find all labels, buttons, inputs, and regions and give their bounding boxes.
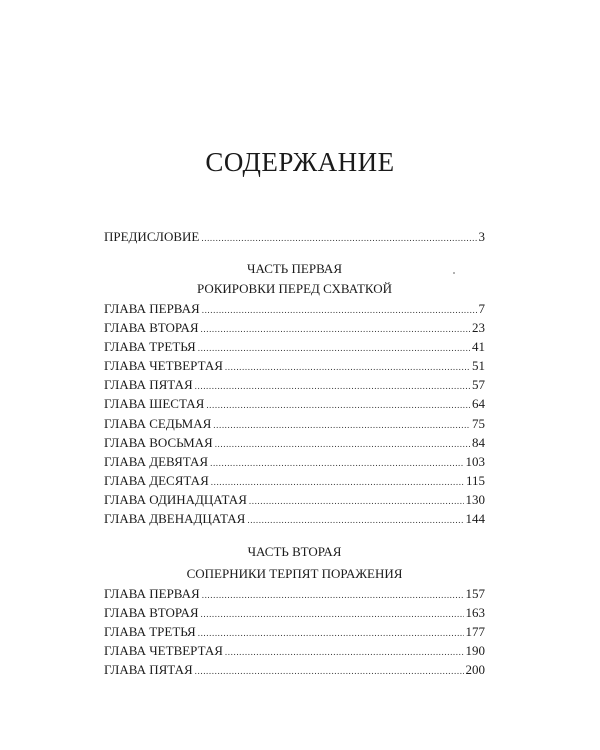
entry-page-number: 103 <box>465 453 485 469</box>
dot-leader <box>201 605 464 624</box>
entry-page-number: 3 <box>478 229 485 244</box>
entry-page-number: 130 <box>465 491 485 507</box>
entry-page-number: 144 <box>465 511 485 527</box>
entry-title: ГЛАВА ДВЕНАДЦАТАЯ <box>104 511 246 527</box>
part-one-title: РОКИРОВКИ ПЕРЕД СХВАТКОЙ <box>196 281 393 296</box>
entry-title: ГЛАВА ОДИНАДЦАТАЯ <box>104 491 247 507</box>
toc-entry <box>104 414 485 433</box>
toc-entry <box>104 509 485 528</box>
toc-entry <box>104 641 485 660</box>
entry-title: ГЛАВА ВОСЬМАЯ <box>104 434 213 450</box>
entry-title: ПРЕДИСЛОВИЕ <box>104 229 200 244</box>
entry-title: ГЛАВА ДЕВЯТАЯ <box>104 453 209 469</box>
dot-leader <box>206 396 470 415</box>
entry-title: ГЛАВА ПЕРВАЯ <box>104 586 200 601</box>
dot-leader <box>215 435 470 454</box>
entry-page-number: 51 <box>472 358 485 374</box>
dot-leader <box>247 511 463 530</box>
toc-entry <box>104 584 485 603</box>
entry-page-number: 115 <box>465 472 485 488</box>
page-title: СОДЕРЖАНИЕ <box>205 147 395 177</box>
toc-entry <box>104 452 485 471</box>
dot-leader <box>211 473 464 492</box>
toc-part-two <box>104 584 485 679</box>
entry-title: ГЛАВА ПЯТАЯ <box>104 662 193 678</box>
entry-title: ГЛАВА СЕДЬМАЯ <box>104 415 212 431</box>
toc-entry <box>104 356 485 375</box>
entry-title: ГЛАВА ПЕРВАЯ <box>104 301 200 316</box>
dot-leader <box>201 229 476 248</box>
entry-title: ГЛАВА ТРЕТЬЯ <box>104 624 196 640</box>
entry-title: ГЛАВА ДЕСЯТАЯ <box>104 472 209 488</box>
dot-leader <box>225 643 464 662</box>
dot-leader <box>195 377 470 396</box>
dot-leader <box>198 339 470 358</box>
toc-entry <box>104 490 485 509</box>
dot-leader <box>195 662 464 681</box>
dot-leader <box>202 301 477 320</box>
toc-entry <box>104 375 485 394</box>
entry-page-number: 7 <box>478 301 485 316</box>
part-one-label: ЧАСТЬ ПЕРВАЯ <box>247 261 342 276</box>
entry-title: ГЛАВА ШЕСТАЯ <box>104 396 205 412</box>
entry-page-number: 84 <box>472 434 485 450</box>
dot-leader <box>198 624 464 643</box>
toc-entry-preface <box>104 227 485 246</box>
toc-entry <box>104 299 485 318</box>
dot-leader <box>210 454 463 473</box>
entry-title: ГЛАВА ЧЕТВЕРТАЯ <box>104 358 223 374</box>
toc-entry <box>104 603 485 622</box>
entry-page-number: 57 <box>472 377 485 393</box>
dot-leader <box>202 586 464 605</box>
toc-entry <box>104 433 485 452</box>
entry-page-number: 190 <box>465 643 485 659</box>
toc-entry <box>104 660 485 679</box>
entry-title: ГЛАВА ВТОРАЯ <box>104 320 199 336</box>
toc-entry <box>104 318 485 337</box>
toc-preface <box>104 227 485 246</box>
dot-leader <box>213 416 470 435</box>
part-two-label: ЧАСТЬ ВТОРАЯ <box>247 544 342 559</box>
entry-title: ГЛАВА ПЯТАЯ <box>104 377 193 393</box>
dot-leader <box>201 320 470 339</box>
entry-page-number: 200 <box>465 662 485 678</box>
dot-leader <box>225 358 470 377</box>
entry-page-number: 157 <box>465 586 485 601</box>
entry-title: ГЛАВА ТРЕТЬЯ <box>104 339 196 355</box>
entry-page-number: 177 <box>465 624 485 640</box>
entry-page-number: 41 <box>472 339 485 355</box>
paper-speck <box>453 272 455 274</box>
toc-part-one <box>104 299 485 528</box>
dot-leader <box>249 492 464 511</box>
toc-entry <box>104 394 485 413</box>
entry-page-number: 64 <box>472 396 485 412</box>
entry-title: ГЛАВА ВТОРАЯ <box>104 605 199 621</box>
entry-page-number: 163 <box>465 605 485 621</box>
part-two-title: СОПЕРНИКИ ТЕРПЯТ ПОРАЖЕНИЯ <box>186 566 403 581</box>
entry-title: ГЛАВА ЧЕТВЕРТАЯ <box>104 643 223 659</box>
toc-entry <box>104 337 485 356</box>
toc-entry <box>104 471 485 490</box>
toc-entry <box>104 622 485 641</box>
entry-page-number: 23 <box>472 320 485 336</box>
entry-page-number: 75 <box>472 415 485 431</box>
